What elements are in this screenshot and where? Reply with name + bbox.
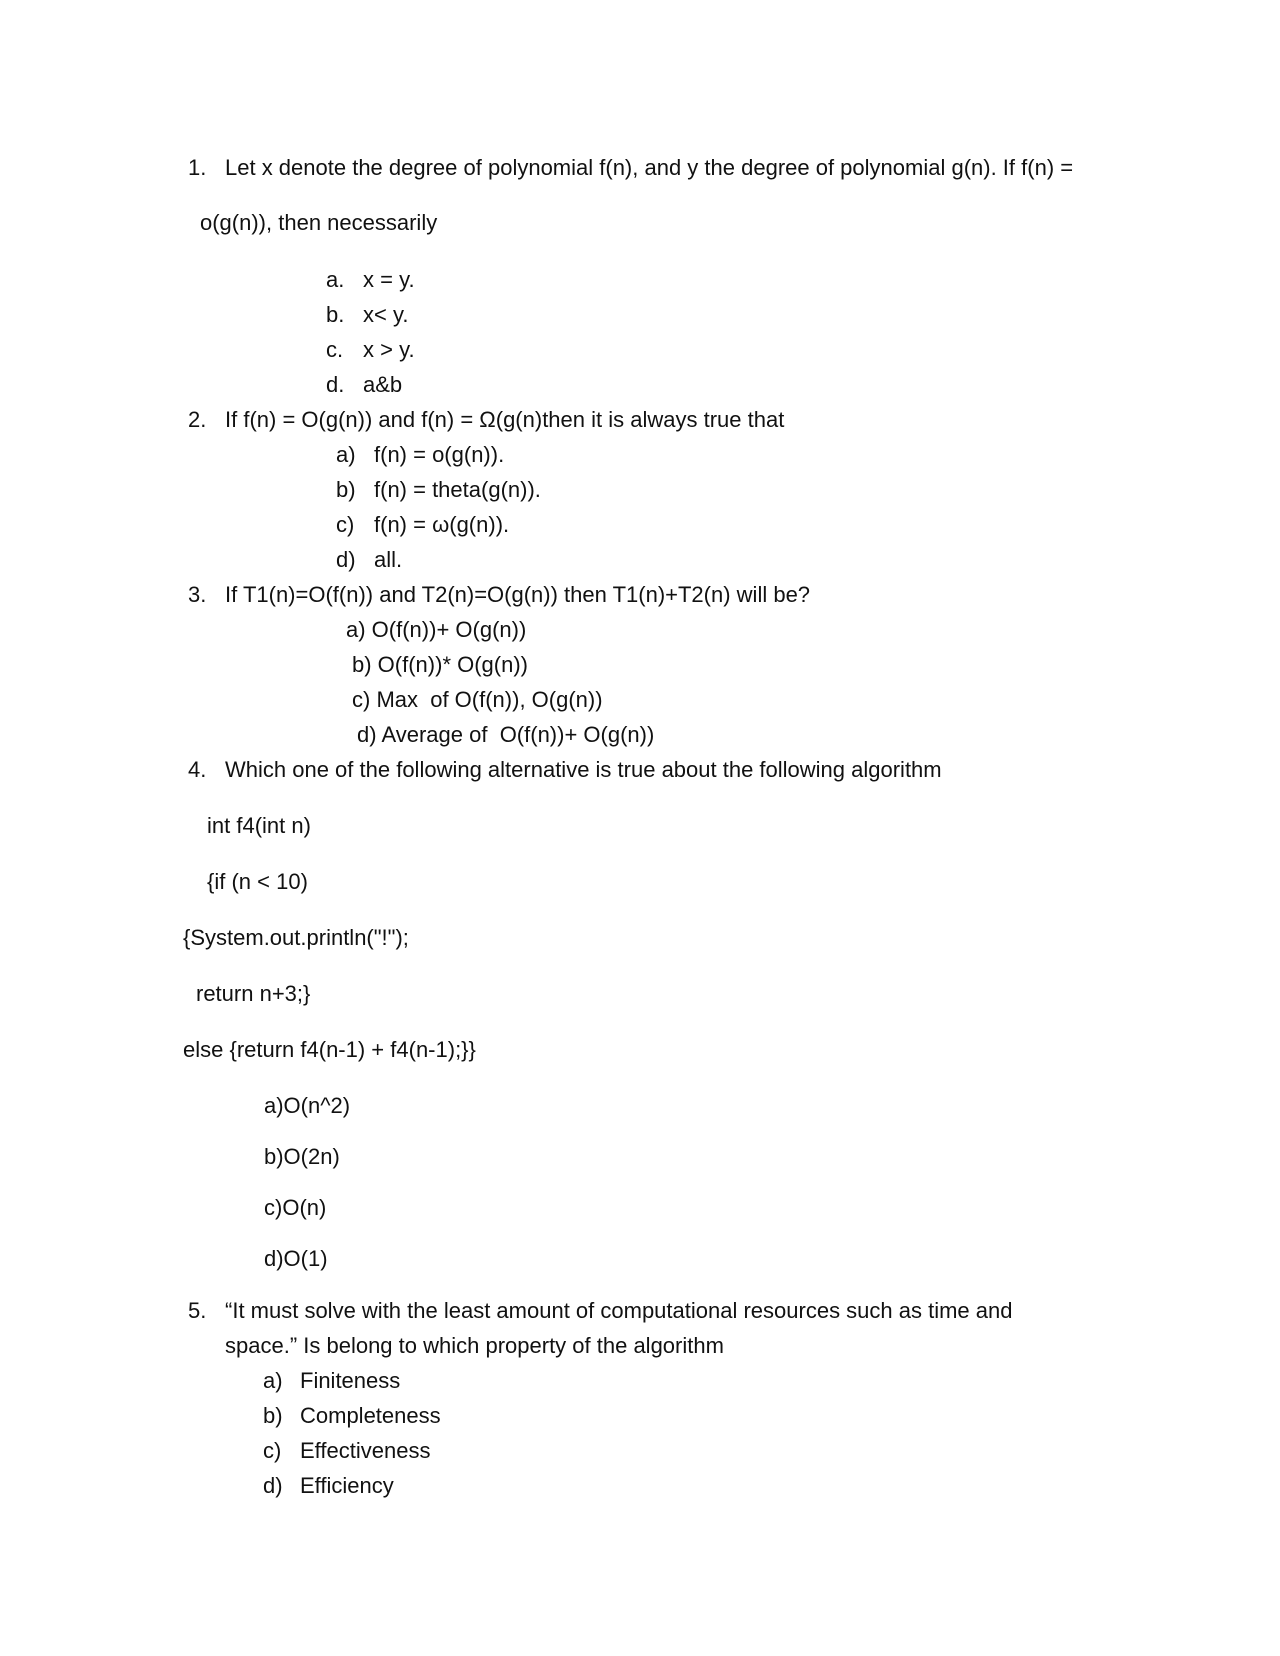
question-number: 3. bbox=[188, 582, 207, 607]
option-text: b)O(2n) bbox=[264, 1144, 340, 1169]
option-text: c)O(n) bbox=[264, 1195, 327, 1220]
question-text: o(g(n)), then necessarily bbox=[200, 210, 438, 235]
option-text: f(n) = o(g(n)). bbox=[374, 442, 505, 467]
question-text: space.” Is belong to which property of the algorithm bbox=[225, 1333, 724, 1358]
option-letter: a) bbox=[336, 442, 356, 467]
option-text: x > y. bbox=[363, 337, 415, 362]
option-letter: b) bbox=[263, 1403, 283, 1428]
option-letter: a. bbox=[326, 267, 345, 292]
question-text: Let x denote the degree of polynomial f(n), and y the degree of polynomial g(n). If f(n) = bbox=[225, 155, 1074, 180]
question-text: Which one of the following alternative is true about the following algorithm bbox=[225, 757, 942, 782]
option-text: a) O(f(n))+ O(g(n)) bbox=[346, 617, 527, 642]
option-text: Completeness bbox=[300, 1403, 441, 1428]
option-text: a&b bbox=[363, 372, 403, 397]
code-line: int f4(int n) bbox=[207, 813, 311, 838]
option-letter: c. bbox=[326, 337, 344, 362]
question-text: If T1(n)=O(f(n)) and T2(n)=O(g(n)) then T1(n)+T2(n) will be? bbox=[225, 582, 811, 607]
option-letter: d. bbox=[326, 372, 345, 397]
question-number: 1. bbox=[188, 155, 207, 180]
option-letter: b) bbox=[336, 477, 356, 502]
code-line: {if (n < 10) bbox=[207, 869, 308, 894]
option-text: f(n) = ω(g(n)). bbox=[374, 512, 510, 537]
option-letter: a) bbox=[263, 1368, 283, 1393]
question-number: 4. bbox=[188, 757, 207, 782]
option-letter: d) bbox=[263, 1473, 283, 1498]
option-text: c) Max of O(f(n)), O(g(n)) bbox=[352, 687, 603, 712]
option-letter: c) bbox=[336, 512, 355, 537]
code-line: else {return f4(n-1) + f4(n-1);}} bbox=[183, 1037, 476, 1062]
option-text: a)O(n^2) bbox=[264, 1093, 351, 1118]
option-text: f(n) = theta(g(n)). bbox=[374, 477, 541, 502]
option-text: b) O(f(n))* O(g(n)) bbox=[352, 652, 528, 677]
option-text: x< y. bbox=[363, 302, 409, 327]
option-letter: b. bbox=[326, 302, 345, 327]
option-text: d)O(1) bbox=[264, 1246, 328, 1271]
option-text: all. bbox=[374, 547, 403, 572]
option-letter: c) bbox=[263, 1438, 282, 1463]
code-line: {System.out.println("!"); bbox=[183, 925, 409, 950]
option-text: Effectiveness bbox=[300, 1438, 431, 1463]
question-text: “It must solve with the least amount of computational resources such as time and bbox=[225, 1298, 1013, 1323]
option-text: d) Average of O(f(n))+ O(g(n)) bbox=[357, 722, 655, 747]
question-number: 5. bbox=[188, 1298, 207, 1323]
option-text: x = y. bbox=[363, 267, 415, 292]
option-text: Finiteness bbox=[300, 1368, 401, 1393]
question-text: If f(n) = O(g(n)) and f(n) = Ω(g(n)then it is always true that bbox=[225, 407, 785, 432]
option-letter: d) bbox=[336, 547, 356, 572]
code-line: return n+3;} bbox=[196, 981, 311, 1006]
option-text: Efficiency bbox=[300, 1473, 394, 1498]
question-number: 2. bbox=[188, 407, 207, 432]
